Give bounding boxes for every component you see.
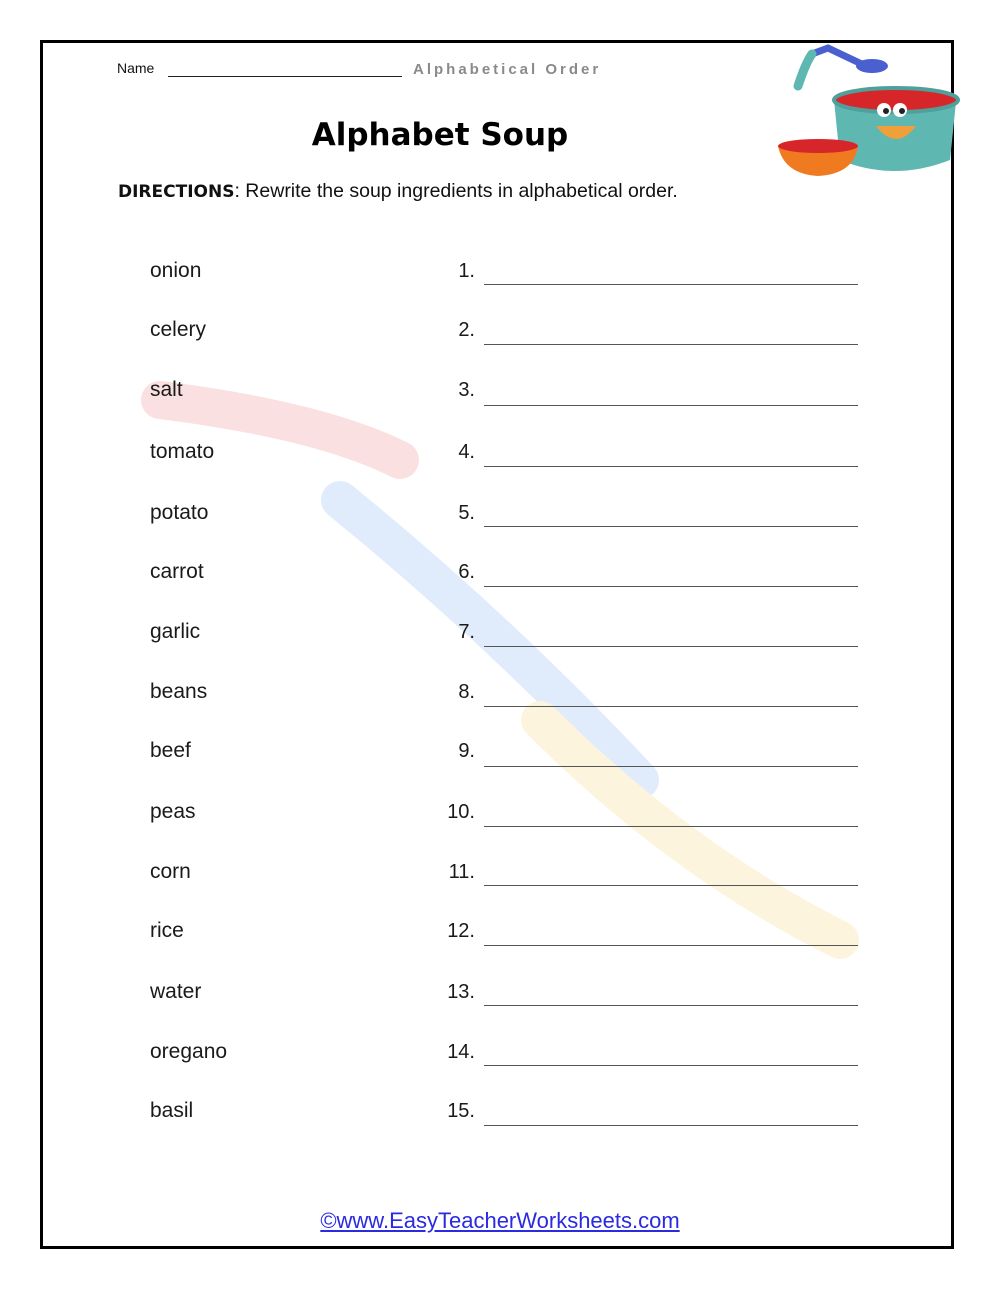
answer-number: 10. (447, 801, 475, 823)
answer-number: 7. (458, 621, 475, 643)
directions (118, 180, 678, 203)
answer-line[interactable] (484, 1065, 858, 1066)
ingredient-word: water (150, 980, 202, 1003)
answer-number: 8. (458, 681, 475, 703)
answer-number: 13. (447, 981, 475, 1003)
answer-line[interactable] (484, 526, 858, 527)
answer-line[interactable] (484, 405, 858, 406)
ingredient-word: corn (150, 860, 191, 883)
ingredient-word: garlic (150, 620, 201, 643)
ingredient-word: peas (150, 800, 196, 823)
worksheet-subject: Alphabetical Order (413, 61, 602, 78)
answer-line[interactable] (484, 344, 858, 345)
answer-number: 6. (458, 561, 475, 583)
ingredient-word: tomato (150, 440, 215, 463)
answer-number: 1. (458, 260, 475, 282)
answer-number: 14. (447, 1041, 475, 1063)
soup-pot-icon (776, 42, 972, 184)
answer-line[interactable] (484, 826, 858, 827)
answer-line[interactable] (484, 706, 858, 707)
answer-line[interactable] (484, 1125, 858, 1126)
answer-number: 5. (458, 502, 475, 524)
answer-line[interactable] (484, 586, 858, 587)
name-field[interactable] (168, 76, 402, 77)
ingredient-word: beef (150, 739, 191, 762)
answer-line[interactable] (484, 1005, 858, 1006)
answer-number: 2. (458, 319, 475, 341)
ingredient-word: salt (150, 378, 183, 401)
answer-number: 15. (447, 1100, 475, 1122)
answer-line[interactable] (484, 284, 858, 285)
answer-number: 9. (458, 740, 475, 762)
ingredient-word: potato (150, 501, 209, 524)
ingredient-word: carrot (150, 560, 204, 583)
directions-text: : Rewrite the soup ingredients in alphabetical order. (234, 180, 678, 202)
answer-number: 4. (458, 441, 475, 463)
directions-label: DIRECTIONS (118, 182, 235, 202)
answer-number: 3. (458, 379, 475, 401)
answer-line[interactable] (484, 466, 858, 467)
ingredient-word: oregano (150, 1040, 228, 1063)
ingredient-word: beans (150, 680, 208, 703)
answer-line[interactable] (484, 885, 858, 886)
ingredient-word: onion (150, 259, 202, 282)
ingredient-word: rice (150, 919, 184, 942)
ingredient-word: celery (150, 318, 207, 341)
name-label: Name (117, 60, 155, 76)
answer-line[interactable] (484, 766, 858, 767)
ingredient-word: basil (150, 1099, 194, 1122)
answer-number: 11. (448, 861, 475, 883)
answer-line[interactable] (484, 945, 858, 946)
page-title: Alphabet Soup (311, 117, 569, 153)
footer-link[interactable]: ©www.EasyTeacherWorksheets.com (320, 1208, 680, 1233)
answer-line[interactable] (484, 646, 858, 647)
answer-number: 12. (447, 920, 475, 942)
